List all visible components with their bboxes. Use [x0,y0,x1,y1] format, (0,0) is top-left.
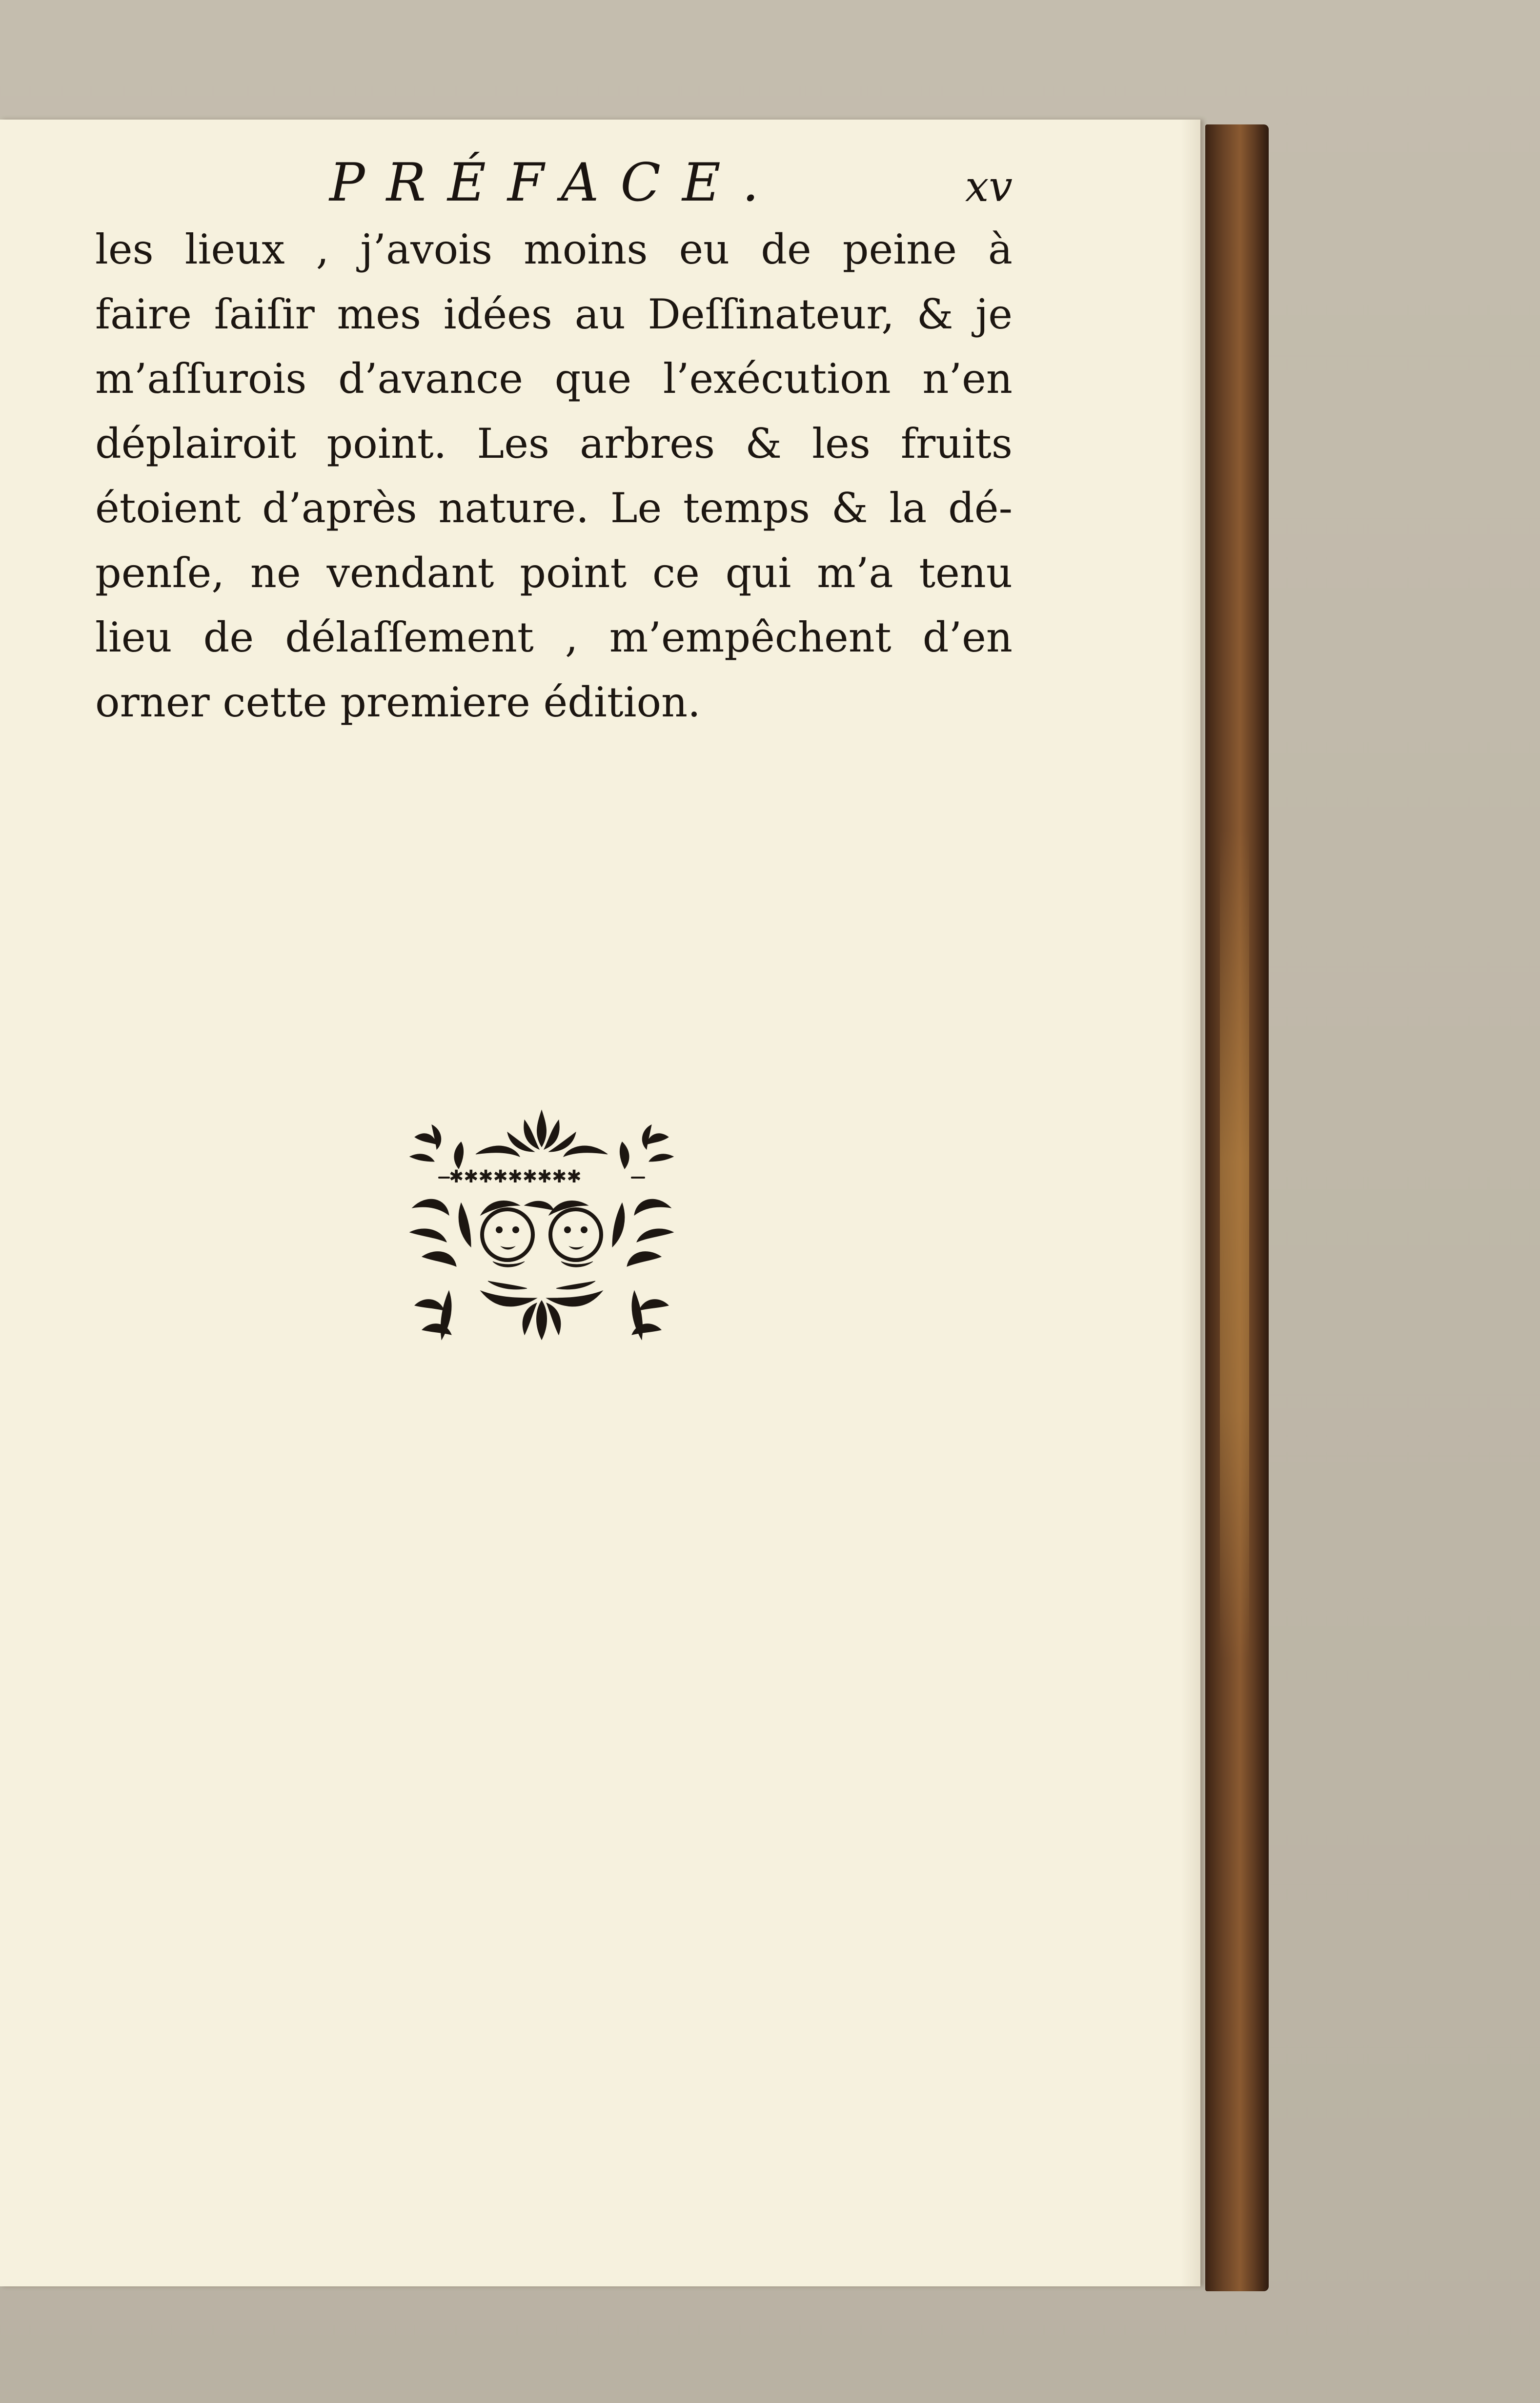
text-line: lieu de délaſſement , m’empêchent d’en [95,613,1013,661]
page-number: xv [965,163,1013,211]
floral-ornament-icon [403,1100,681,1349]
text-line: les lieux , j’avois moins eu de peine à [95,225,1013,273]
text-line: m’aſſurois d’avance que l’exécution n’en [95,355,1013,403]
running-head [98,154,1025,212]
text-line: orner cette premiere édition. [95,678,701,726]
spine-wear [1220,830,1249,1659]
text-line: faire ſaiſir mes idées au Deſſinateur, & je [95,290,1013,338]
text-line: étoient d’après nature. Le temps & la dé- [95,484,1013,532]
text-line: déplairoit point. Les arbres & les fruits [95,419,1013,468]
svg-text:✱✱✱✱✱✱✱✱✱: ✱✱✱✱✱✱✱✱✱ [449,1167,582,1187]
page-edge-shadow [1181,120,1200,2286]
text-line: penſe, ne vendant point ce qui m’a tenu [95,549,1013,597]
running-title: PRÉFACE. [329,152,781,213]
body-text [95,217,1013,734]
